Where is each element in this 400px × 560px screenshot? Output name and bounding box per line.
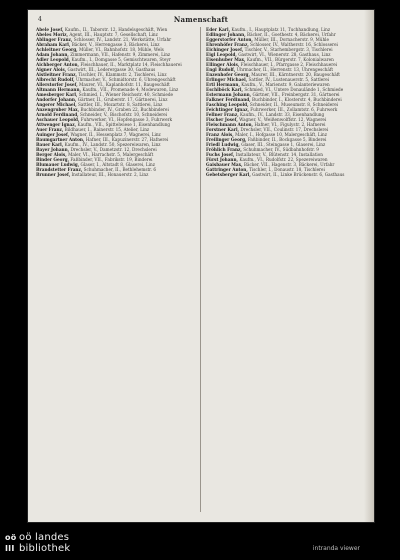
- entry-details: Schuhmacher, IV., Südbahnhofstr. 9: [243, 147, 319, 152]
- scanned-page: [28, 10, 374, 522]
- entry-name: Eggerstorfer Anton,: [206, 37, 253, 42]
- entry-name: Auinger Josef,: [36, 132, 70, 137]
- entry-name: Brunner Josef,: [36, 172, 71, 177]
- entry-details: Glaser, III., Steingasse 1, Glaserei, Linz: [241, 142, 326, 147]
- directory-entry: [206, 172, 364, 177]
- entry-details: Schmied, VI., Untere Donaulände 1, Schmiede: [244, 87, 344, 92]
- entry-details: Schneider, II., Museumstr. 8, Schneiderei: [249, 102, 339, 107]
- entry-details: Maler, VI., Harrachstr. 5, Malergeschäft: [68, 152, 154, 157]
- entry-details: Bäcker, II., Goethestr. 4, Bäckerei, Urfahr: [247, 32, 336, 37]
- entry-name: Aigner Alois,: [36, 67, 67, 72]
- entry-name: Fleischmann Anton,: [206, 122, 253, 127]
- entry-details: Kaufm., IV., Landstr. 33, Eisenhandlung: [240, 112, 325, 117]
- entry-details: Kaufm., VII., Spittelwiese 1, Eisenhandlung: [77, 122, 171, 127]
- entry-name: Fröhlich Franz,: [206, 147, 242, 152]
- entry-details: Maurer, VI., Kaplanhofstr. 11, Baugeschäft: [79, 82, 170, 87]
- entry-details: Bäcker, V., Herrengasse 3, Bäckerei, Linz: [71, 42, 160, 47]
- entry-name: Friedl Ludwig,: [206, 142, 240, 147]
- entry-details: Installateur, III., Honauerstr. 2, Linz: [71, 172, 149, 177]
- entry-name: Edlinger Johann,: [206, 32, 246, 37]
- entry-name: Fürst Johann,: [206, 157, 238, 162]
- entry-name: Aichberger Anton,: [36, 62, 80, 67]
- entry-details: Uhrmacher, V., Schmidtorstr. 6, Uhrengeschäft: [75, 77, 176, 82]
- entry-details: Wagner, II., Hessenplatz 7, Wagnerei, Linz: [70, 132, 161, 137]
- page-edge-shadow: [364, 10, 374, 522]
- entry-details: Bäcker, VII., Hagenstr. 3, Bäckerei, Urfahr: [243, 162, 335, 167]
- entry-details: Kaufm., VI., Rudolfstr. 22, Spezereiwaren: [239, 157, 328, 162]
- entry-name: Brandstetter Franz,: [36, 167, 83, 172]
- entry-details: Glaser, I., Altstadt 8, Glaserei, Linz: [80, 162, 155, 167]
- entry-name: Fuchs Josef,: [206, 152, 235, 157]
- entry-name: Albrecht Rudolf,: [36, 77, 75, 82]
- library-logo: [5, 532, 70, 554]
- page-heading: Namenschaft: [173, 15, 229, 24]
- entry-name: Bayer Johann,: [36, 147, 70, 152]
- entry-name: Engl Rudolf,: [206, 67, 236, 72]
- entry-name: Feichtinger Ignaz,: [206, 107, 249, 112]
- entry-name: Ellinger Alois,: [206, 62, 240, 67]
- entry-details: Gastwirt, II., Linke Brückenstr. 6, Gasthaus: [252, 172, 345, 177]
- entry-name: Andorfer Johann,: [36, 97, 77, 102]
- entry-name: Achleitner Georg,: [36, 47, 78, 52]
- logo-mark-icon: oö: [5, 533, 17, 542]
- page-number: 4: [38, 16, 42, 23]
- entry-details: Faßbinder, II., Bockgasse 5, Binderei: [247, 137, 327, 142]
- entry-details: Schlosser, IV., Waltherstr. 16, Schlosserei: [250, 42, 338, 47]
- entry-details: Fleischhauer, I., Pfarrgasse 2, Fleischhauerei: [240, 62, 338, 67]
- entry-details: Tischler, I., Donaustr. 18, Tischlerei: [249, 167, 325, 172]
- entry-name: Altmann Hermann,: [36, 87, 81, 92]
- entry-details: Gärtner, II., Gruberstr. 17, Gärtnerei, Linz: [77, 97, 168, 102]
- entry-details: Schneider, V., Bischofstr. 10, Schneiderei: [79, 112, 168, 117]
- entry-details: Kaufm., V., Marienstr. 9, Galanteriewaren: [241, 82, 330, 87]
- entry-name: Angerer Michael,: [36, 102, 77, 107]
- entry-details: Kaufm., IV., Landstr. 50, Spezereiwaren, Linz: [64, 142, 161, 147]
- entry-details: Kaufm., VII., Bürgerstr. 7, Kolonialwaren: [246, 57, 334, 62]
- entry-name: Aistleitner Franz,: [36, 72, 77, 77]
- directory-entry: [36, 172, 194, 177]
- entry-name: Baumgartner Anton,: [36, 137, 85, 142]
- entry-details: Kaufm., VII., Promenade 4, Modewaren, Linz: [82, 87, 179, 92]
- entry-name: Abele Josef,: [36, 27, 64, 32]
- left-column: [36, 27, 194, 516]
- entry-details: Sattler, III., Mozartstr. 8, Sattlerei, Linz: [78, 102, 163, 107]
- logo-line-1: oö oö landes: [5, 532, 70, 543]
- entry-name: Gattringer Anton,: [206, 167, 248, 172]
- entry-details: Zimmermann, VII., Hafenstr. 9, Zimmerei, Linz: [70, 52, 171, 57]
- entry-name: Anzengruber Max,: [36, 107, 80, 112]
- entry-details: Fuhrwerker, VI., Hopfengasse 3, Fuhrwerk: [80, 117, 173, 122]
- entry-details: Hafner, III., Kapuzinerstr. 27, Hafnerei: [85, 137, 169, 142]
- entry-details: Buchbinder, IV., Graben 22, Buchbinderei: [80, 107, 169, 112]
- entry-details: Bildhauer, I., Rainerstr. 15, Atelier, Linz: [64, 127, 150, 132]
- entry-details: Gastwirt, VI., Wienerstr. 28, Gasthaus, Linz: [238, 52, 331, 57]
- entry-details: Buchbinder, I., Klosterstr. 4, Buchbinderei: [252, 97, 342, 102]
- entry-name: Gebetsberger Karl,: [206, 172, 251, 177]
- entry-details: Installateur, V., Blütenstr. 14, Installation: [235, 152, 323, 157]
- entry-name: Aschauer Leopold,: [36, 117, 80, 122]
- logo-line-2: III bibliothek: [5, 543, 71, 554]
- entry-details: Kaufm., I., Hauptplatz 11, Tuchhandlung, Linz: [231, 27, 331, 32]
- entry-name: Eder Karl,: [206, 27, 231, 32]
- entry-details: Kaufm., I., Domgasse 5, Gemischtwaren, Steyr: [71, 57, 171, 62]
- entry-details: Hafner, VI., Figulystr. 2, Hafnerei: [254, 122, 326, 127]
- entry-details: Agent, III., Hauptstr. 7, Gesellschaft, Linz: [69, 32, 158, 37]
- entry-name: Erlinger Michael,: [206, 77, 248, 82]
- entry-name: Ehrenhöfer Franz,: [206, 42, 249, 47]
- entry-name: Berger Alois,: [36, 152, 67, 157]
- entry-name: Eschlböck Karl,: [206, 87, 243, 92]
- entry-name: Franz Alois,: [206, 132, 234, 137]
- entry-name: Auer Franz,: [36, 127, 64, 132]
- entry-details: Kaufm., II., Taborstr. 12, Handelsgeschäft, Wien: [64, 27, 168, 32]
- entry-details: Gärtner, VII., Freinbergstr. 31, Gärtnerei: [252, 92, 340, 97]
- entry-name: Estermann Johann,: [206, 92, 252, 97]
- entry-details: Fleischhauer, II., Marktplatz 14, Fleischhauerei: [80, 62, 182, 67]
- entry-details: Wagner, V., Weißenwolffstr. 12, Wagnerei: [239, 117, 327, 122]
- entry-name: Abraham Karl,: [36, 42, 71, 47]
- column-divider: [200, 27, 201, 512]
- entry-details: Maurer, III., Kärntnerstr. 20, Baugeschäft: [251, 72, 340, 77]
- entry-details: Tischler, IV., Klammstr. 2, Tischlerei, Linz: [78, 72, 167, 77]
- entry-details: Schmied, I., Wiener Reichsstr. 40, Schmiede: [78, 92, 174, 97]
- entry-details: Fuhrwerker, III., Zollamtstr. 6, Fuhrwerk: [250, 107, 338, 112]
- right-column: [206, 27, 364, 516]
- entry-details: Maler, I., Hofgasse 10, Malergeschäft, Linz: [235, 132, 327, 137]
- entry-details: Sattler, IV., Lustenauerstr. 5, Sattlerei: [248, 77, 330, 82]
- entry-name: Attwenger Ignaz,: [36, 122, 77, 127]
- entry-name: Enzenhofer Georg,: [206, 72, 250, 77]
- entry-details: Tischler, V., Starhembergstr. 3, Tischlerei: [244, 47, 333, 52]
- entry-name: Ertl Hermann,: [206, 82, 240, 87]
- entry-name: Eigl Leopold,: [206, 52, 237, 57]
- entry-details: Schlosser, IV., Landstr. 21, Werkstätte, Urfahr: [73, 37, 172, 42]
- entry-name: Falkner Ferdinand,: [206, 97, 251, 102]
- entry-name: Amesberger Karl,: [36, 92, 78, 97]
- entry-details: Drechsler, V., Dametzstr. 12, Drechslerei: [70, 147, 157, 152]
- entry-name: Freilinger Georg,: [206, 137, 247, 142]
- entry-name: Fellner Franz,: [206, 112, 239, 117]
- entry-name: Ablinger Franz,: [36, 37, 73, 42]
- entry-name: Blumauer Ludwig,: [36, 162, 80, 167]
- viewer-brand: intranda viewer: [312, 545, 360, 552]
- entry-name: Arnold Ferdinand,: [36, 112, 79, 117]
- entry-name: Adam Johann,: [36, 52, 69, 57]
- entry-details: Schuhmacher, II., Bethlehemstr. 6: [83, 167, 157, 172]
- entry-name: Bauer Karl,: [36, 142, 64, 147]
- entry-name: Allerstorfer Josef,: [36, 82, 78, 87]
- entry-name: Eichinger Josef,: [206, 47, 244, 52]
- entry-details: Drechsler, VII., Coulinstr. 17, Drechslerei: [240, 127, 329, 132]
- logo-bars-icon: III: [5, 544, 15, 553]
- entry-name: Forstner Karl,: [206, 127, 240, 132]
- entry-name: Fischer Josef,: [206, 117, 238, 122]
- entry-name: Adler Leopold,: [36, 57, 71, 62]
- entry-details: Müller, III., Dornacherstr. 9, Mühle: [254, 37, 329, 42]
- entry-details: Uhrmacher, II., Herrenstr. 13, Uhrengeschäft: [236, 67, 334, 72]
- entry-details: Faßbinder, VII., Fabrikstr. 19, Binderei: [70, 157, 153, 162]
- entry-name: Binder Georg,: [36, 157, 70, 162]
- entry-name: Abeles Moriz,: [36, 32, 68, 37]
- entry-name: Gaisbauer Max,: [206, 162, 243, 167]
- entry-name: Fasching Leopold,: [206, 102, 249, 107]
- entry-details: Gastwirt, III., Lederergasse 30, Gasthaus: [67, 67, 156, 72]
- entry-details: Müller, VI., Bahnhofstr. 18, Mühle, Wels: [78, 47, 164, 52]
- entry-name: Eisenhuber Max,: [206, 57, 246, 62]
